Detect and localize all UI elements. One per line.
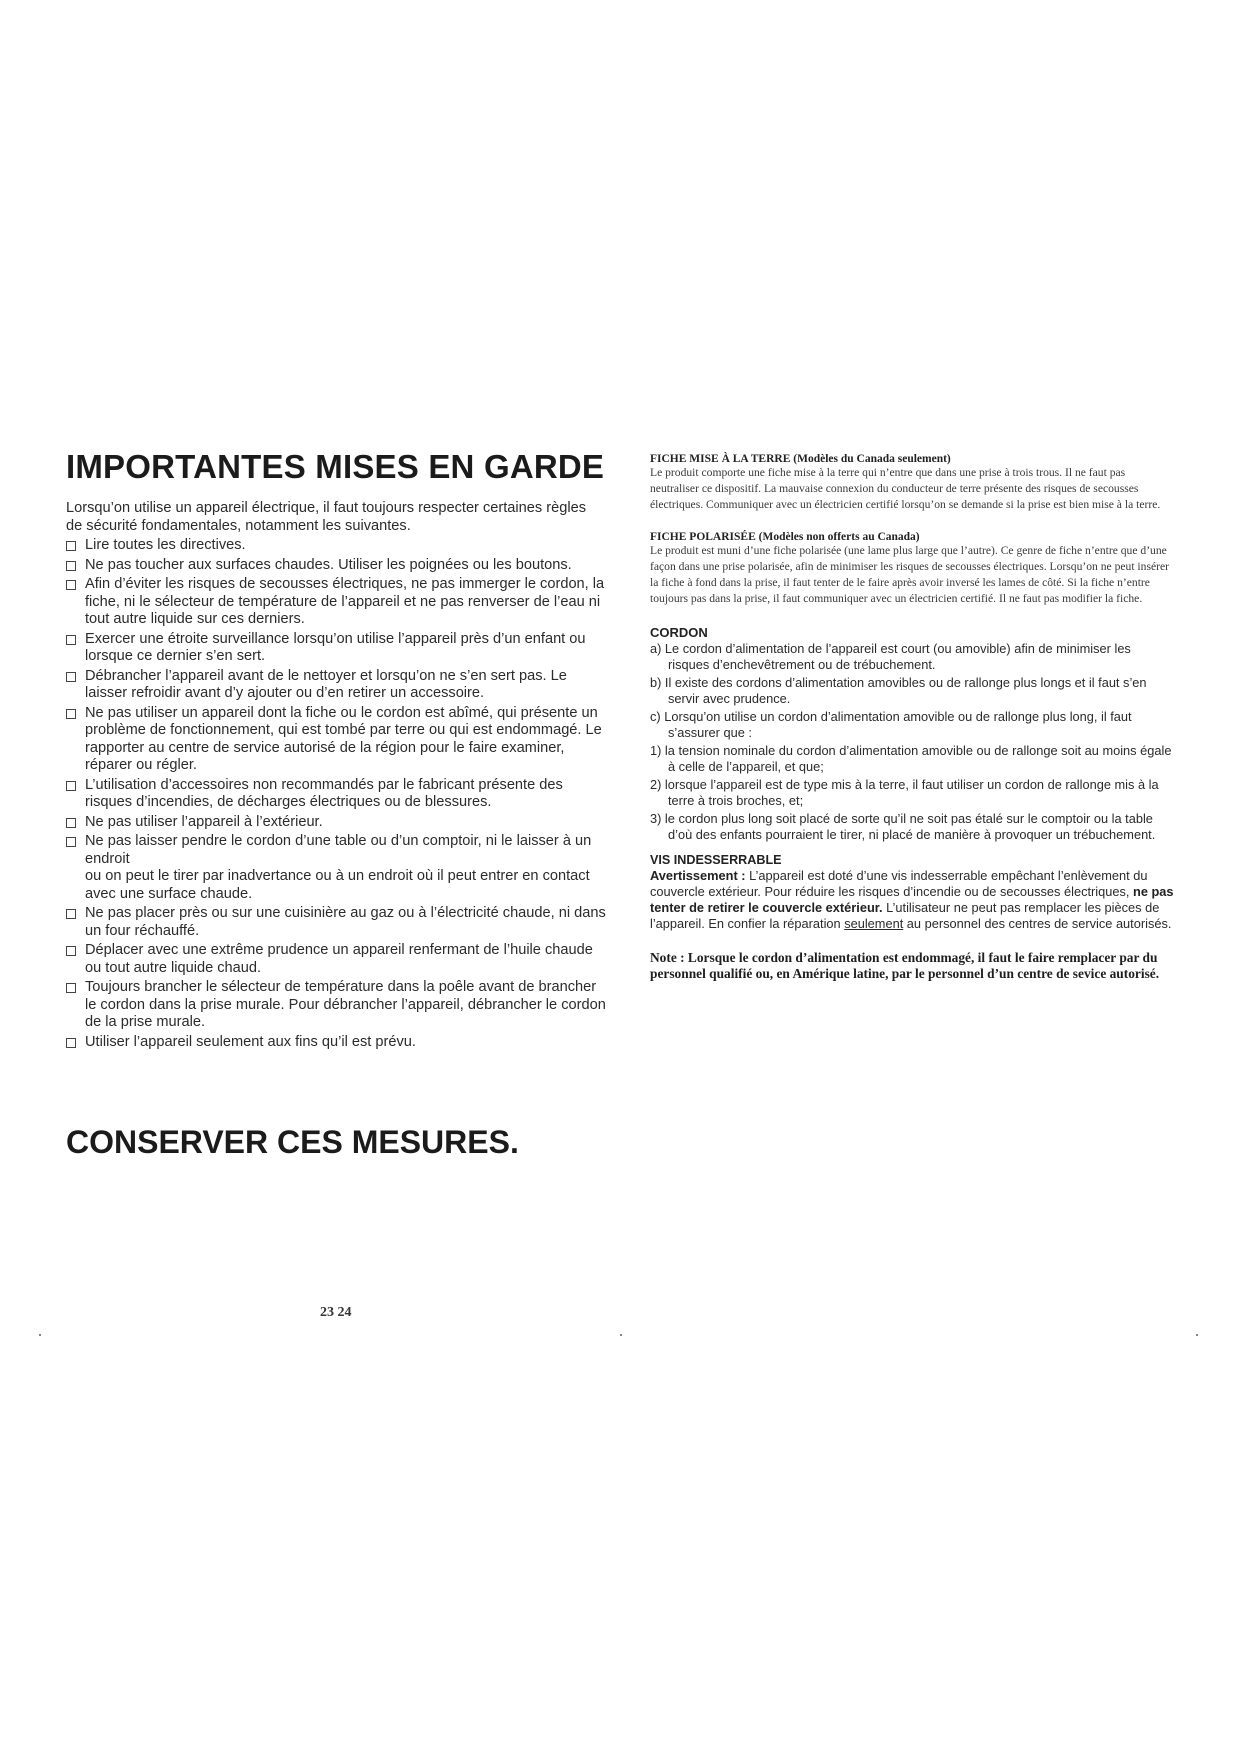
checkbox-square-icon <box>66 983 76 993</box>
checkbox-square-icon <box>66 909 76 919</box>
list-item: Toujours brancher le sélecteur de température dans la poêle avant de brancher le cordon dans la prise murale. Pour débrancher l’appareil, débrancher le cordon de la prise murale. <box>66 979 606 1032</box>
list-item: a) Le cordon d’alimentation de l’appareil est court (ou amovible) afin de minimiser les risques d’enchevêtrement ou de trébuchement. <box>650 641 1131 672</box>
list-item: Ne pas utiliser l’appareil à l’extérieur. <box>66 814 606 832</box>
checkbox-square-icon <box>66 818 76 828</box>
section-heading: FICHE MISE À LA TERRE (Modèles du Canada seulement) <box>650 453 951 465</box>
section-heading: VIS INDESSERRABLE <box>650 853 782 867</box>
list-item: 1) la tension nominale du cordon d’alimentation amovible ou de rallonge soit au moins égale à celle de l’appareil, et que; <box>650 743 1172 774</box>
list-item: Ne pas laisser pendre le cordon d’une table ou d’un comptoir, ni le laisser à un endroit ou on peut le tirer par inadvertance ou à un endroit où il peut entrer en contact avec une surface chaude. <box>66 833 606 903</box>
vis-section <box>650 853 1175 932</box>
note-text: Note : Lorsque le cordon d’alimentation est endommagé, il faut le faire remplacer par du personnel qualifié ou, en Amérique latine, par le personnel d’un centre de sevice autorisé. <box>650 950 1160 981</box>
checkbox-square-icon <box>66 541 76 551</box>
section-heading: CORDON <box>650 625 708 640</box>
list-item: Lire toutes les directives. <box>66 537 606 555</box>
fiche-terre-section <box>650 453 1175 513</box>
list-item: Exercer une étroite surveillance lorsqu’on utilise l’appareil près d’un enfant ou lorsque ce dernier s’en sert. <box>66 631 606 666</box>
list-item: c) Lorsqu’on utilise un cordon d’alimentation amovible ou de rallonge plus long, il faut s’assurer que : <box>650 709 1132 740</box>
checkbox-square-icon <box>66 672 76 682</box>
fiche-polarisee-section <box>650 531 1175 607</box>
list-item: Ne pas toucher aux surfaces chaudes. Utiliser les poignées ou les boutons. <box>66 557 606 575</box>
list-item: Débrancher l’appareil avant de le nettoyer et lorsqu’on ne s’en sert pas. Le laisser refroidir avant d’y ajouter ou d’en retirer un accessoire. <box>66 668 606 703</box>
list-item: 2) lorsque l’appareil est de type mis à la terre, il faut utiliser un cordon de rallonge mis à la terre à trois broches, et; <box>650 777 1159 808</box>
conserver-heading: CONSERVER CES MESURES. <box>66 1124 519 1160</box>
checkbox-square-icon <box>66 561 76 571</box>
list-item: Afin d’éviter les risques de secousses électriques, ne pas immerger le cordon, la fiche, ni le sélecteur de température de l’appareil et ne pas renverser de l’eau ni tout autre liquide sur ces derniers. <box>66 576 606 629</box>
section-text: Le produit comporte une fiche mise à la terre qui n’entre que dans une prise à trois trous. Il ne faut pas neutraliser ce dispositif. La mauvaise connexion du conducteur de terre présente des risques de secousses électriques. Communiquer avec un électricien certifié lorsqu’on se demande si la prise est bien mise à la terre. <box>650 466 1161 511</box>
list-item: Ne pas utiliser un appareil dont la fiche ou le cordon est abîmé, qui présente un problème de fonctionnement, qui est tombé par terre ou qui est endommagé. Le rapporter au centre de service autorisé de la région pour le faire examiner, réparer ou régler. <box>66 705 606 775</box>
scan-speck <box>1196 1334 1198 1336</box>
scan-speck <box>620 1334 622 1336</box>
cordon-section <box>650 625 1175 843</box>
page-number: 23 24 <box>320 1305 352 1320</box>
list-item: Déplacer avec une extrême prudence un appareil renfermant de l’huile chaude ou tout autre liquide chaud. <box>66 942 606 977</box>
safety-list <box>66 537 606 1051</box>
checkbox-square-icon <box>66 837 76 847</box>
checkbox-square-icon <box>66 709 76 719</box>
page-title: IMPORTANTES MISES EN GARDE <box>66 448 605 485</box>
checkbox-square-icon <box>66 781 76 791</box>
checkbox-square-icon <box>66 580 76 590</box>
section-heading: FICHE POLARISÉE (Modèles non offerts au Canada) <box>650 531 920 543</box>
scan-speck <box>39 1334 41 1336</box>
left-column <box>66 448 606 1053</box>
checkbox-square-icon <box>66 635 76 645</box>
list-item: Utiliser l’appareil seulement aux fins qu’il est prévu. <box>66 1034 606 1052</box>
list-item: L’utilisation d’accessoires non recommandés par le fabricant présente des risques d’incendies, de décharges électriques ou de blessures. <box>66 777 606 812</box>
checkbox-square-icon <box>66 946 76 956</box>
list-item: b) Il existe des cordons d’alimentation amovibles ou de rallonge plus longs et il faut s’en servir avec prudence. <box>650 675 1147 706</box>
right-column <box>650 453 1175 982</box>
list-item: Ne pas placer près ou sur une cuisinière au gaz ou à l’électricité chaude, ni dans un four réchauffé. <box>66 905 606 940</box>
section-text: Avertissement : L’appareil est doté d’une vis indesserrable empêchant l’enlèvement du couvercle extérieur. Pour réduire les risques d’incendie ou de secousses électriques, ne pas tenter de retirer le couvercle extérieur. L’utilisateur ne peut pas remplacer les pièces de l’appareil. En confier la réparation seulement au personnel des centres de service autorisés. <box>650 868 1174 931</box>
checkbox-square-icon <box>66 1038 76 1048</box>
intro-text: Lorsqu’on utilise un appareil électrique, il faut toujours respecter certaines règles de sécurité fondamentales, notamment les suivantes. <box>66 500 586 534</box>
section-text: Le produit est muni d’une fiche polarisée (une lame plus large que l’autre). Ce genre de fiche n’entre que d’une façon dans une prise polarisée, afin de minimiser les risques de secousses électriques. Lorsqu’on ne peut insérer la fiche à fond dans la prise, il faut tenter de le faire après avoir inversé les lames de côté. Si la fiche n’entre toujours pas dans la prise, il faut communiquer avec un électricien certifié. Il ne faut pas modifier la fiche. <box>650 544 1169 605</box>
list-item: 3) le cordon plus long soit placé de sorte qu’il ne soit pas étalé sur le comptoir ou la table d’où des enfants pourraient le tirer, ni placé de manière à provoquer un trébuchement. <box>650 811 1156 842</box>
